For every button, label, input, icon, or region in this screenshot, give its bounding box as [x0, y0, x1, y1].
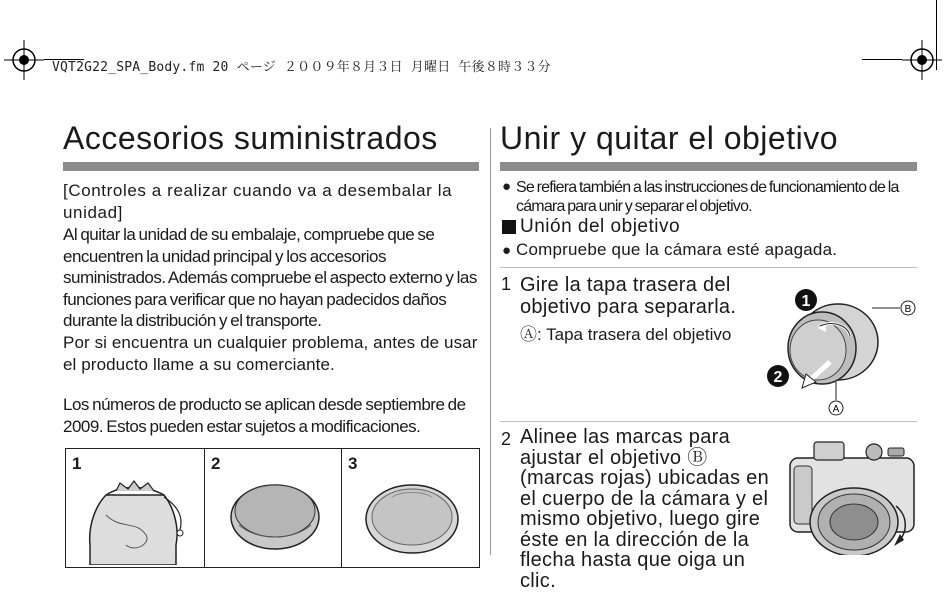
accessory-num-1: 1: [72, 454, 82, 473]
step-1-number: 1: [501, 274, 512, 294]
column-divider: [490, 128, 491, 555]
separator-1: [500, 267, 917, 268]
label-a: A: [832, 404, 840, 415]
left-subtitle: [Controles a realizar cuando va a desembalar la unidad]: [63, 181, 453, 222]
step-1-caption: [520, 320, 731, 345]
label-one: 1: [801, 293, 811, 310]
caption-marker: Ⓐ: [520, 325, 537, 344]
label-b: B: [904, 304, 912, 315]
section-heading: Unión del objetivo: [520, 216, 681, 237]
label-two: 2: [773, 369, 783, 386]
check-bullet: ●: [502, 242, 512, 259]
step-2-number: 2: [501, 429, 512, 449]
right-page-title: Unir y quitar el objetivo: [500, 120, 838, 156]
separator-2: [500, 421, 917, 422]
registration-mark-left: [4, 40, 44, 80]
lens-pouch-icon: [76, 475, 196, 565]
rear-lens-cap-icon: [227, 477, 323, 557]
left-para-2: Por si encuentra un cualquier problema, antes de usar el producto llame a su comerciante.: [63, 333, 478, 374]
left-title-bar: [63, 162, 479, 171]
right-note: Se refiera también a las instrucciones de funcionamiento de la cámara para unir y separar el objetivo.: [516, 179, 899, 215]
front-lens-cap-icon: [362, 479, 462, 557]
left-para-3: Los números de producto se aplican desde septiembre de 2009. Estos pueden estar sujetos a modificaciones.: [63, 395, 466, 436]
accessory-num-3: 3: [348, 454, 358, 473]
step-1-text: Gire la tapa trasera del objetivo para separarla.: [520, 274, 737, 318]
section-square-icon: [502, 220, 516, 234]
caption-text: : Tapa trasera del objetivo: [537, 325, 732, 344]
accessory-num-2: 2: [211, 454, 221, 473]
accessory-cell-2: [204, 448, 342, 568]
right-title-bar: [500, 162, 917, 171]
print-header: VQT2G22_SPA_Body.fm 20 ページ ２００９年８月３日 月曜日 午後８時３３分: [52, 60, 551, 75]
crop-line-right: [862, 59, 902, 60]
left-para-1: Al quitar la unidad de su embalaje, compruebe que se encuentren la unidad principal y los accesorios suministrados. Además compruebe el aspecto externo y las funciones para verificar que no hayan padecidos daños durante la distribución y el transporte.: [63, 225, 477, 330]
accessory-cell-3: [341, 448, 480, 568]
accessory-cell-1: [65, 448, 205, 568]
camera-lens-attach-illustration: [784, 436, 920, 555]
note-bullet: ●: [502, 178, 512, 195]
left-page-title: Accesorios suministrados: [63, 120, 438, 156]
check-text: Compruebe que la cámara esté apagada.: [516, 240, 838, 259]
step-2-text: Alinee las marcas para ajustar el objetivo Ⓑ (marcas rojas) ubicadas en el cuerpo de la cámara y el mismo objetivo, luego gire éste en la dirección de la flecha hasta que oiga un clic.: [520, 426, 770, 592]
crop-line-right-vertical: [936, 0, 937, 70]
rear-cap-removal-illustration: [760, 282, 920, 418]
